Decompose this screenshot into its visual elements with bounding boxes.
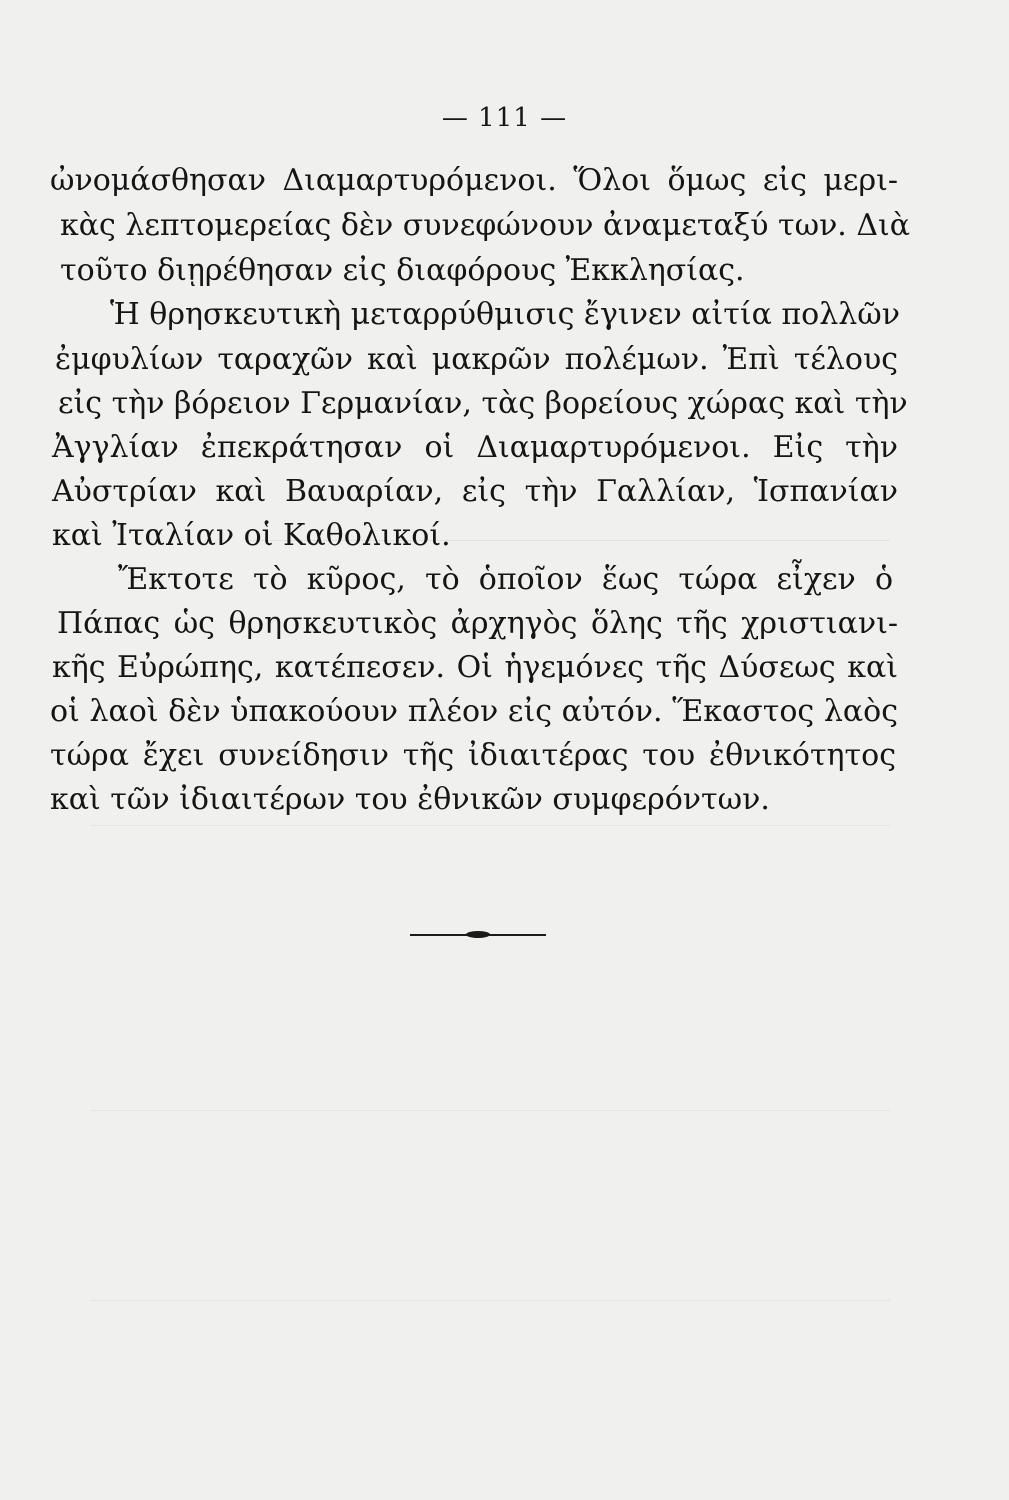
text-line: τοῦτο διῃρέθησαν εἰς διαφόρους Ἐκκλησίας. [60, 253, 745, 288]
text-line: τώρα ἔχει συνείδησιν τῆς ἰδιαιτέρας του ἐθνικότητος [50, 738, 896, 773]
text-line: κῆς Εὐρώπης, κατέπεσεν. Οἱ ἡγεμόνες τῆς Δύσεως καὶ [52, 650, 898, 685]
bleed-through-mark [90, 1110, 890, 1111]
text-line: ἐμφυλίων ταραχῶν καὶ μακρῶν πολέμων. Ἐπὶ τέλους [55, 342, 898, 377]
text-line: εἰς τὴν βόρειον Γερμανίαν, τὰς βορείους χώρας καὶ τὴν [58, 386, 908, 421]
page-number: — 111 — [441, 103, 568, 133]
text-line: Ἡ θρησκευτικὴ μεταρρύθμισις ἔγινεν αἰτία πολλῶν [110, 297, 900, 332]
text-line: Πάπας ὡς θρησκευτικὸς ἀρχηγὸς ὅλης τῆς χριστιανι- [57, 606, 898, 641]
bleed-through-mark [90, 825, 890, 826]
text-line: ὠνομάσθησαν Διαμαρτυρόμενοι. Ὅλοι ὅμως εἰς μερι- [50, 163, 898, 198]
text-line: κὰς λεπτομερείας δὲν συνεφώνουν ἀναμεταξύ των. Διὰ [60, 208, 911, 243]
text-line: Ἀγγλίαν ἐπεκράτησαν οἱ Διαμαρτυρόμενοι. Εἰς τὴν [52, 430, 898, 465]
bleed-through-mark [90, 1300, 890, 1301]
section-divider-ornament [466, 931, 490, 938]
text-line: καὶ Ἰταλίαν οἱ Καθολικοί. [52, 518, 451, 553]
text-line: οἱ λαοὶ δὲν ὑπακούουν πλέον εἰς αὐτόν. Ἕκαστος λαὸς [50, 694, 898, 729]
text-line: καὶ τῶν ἰδιαιτέρων του ἐθνικῶν συμφερόντων. [50, 782, 770, 817]
text-line: Ἔκτοτε τὸ κῦρος, τὸ ὁποῖον ἕως τώρα εἶχεν ὁ [118, 562, 893, 597]
text-line: Αὐστρίαν καὶ Βαυαρίαν, εἰς τὴν Γαλλίαν, Ἱσπανίαν [52, 474, 898, 509]
